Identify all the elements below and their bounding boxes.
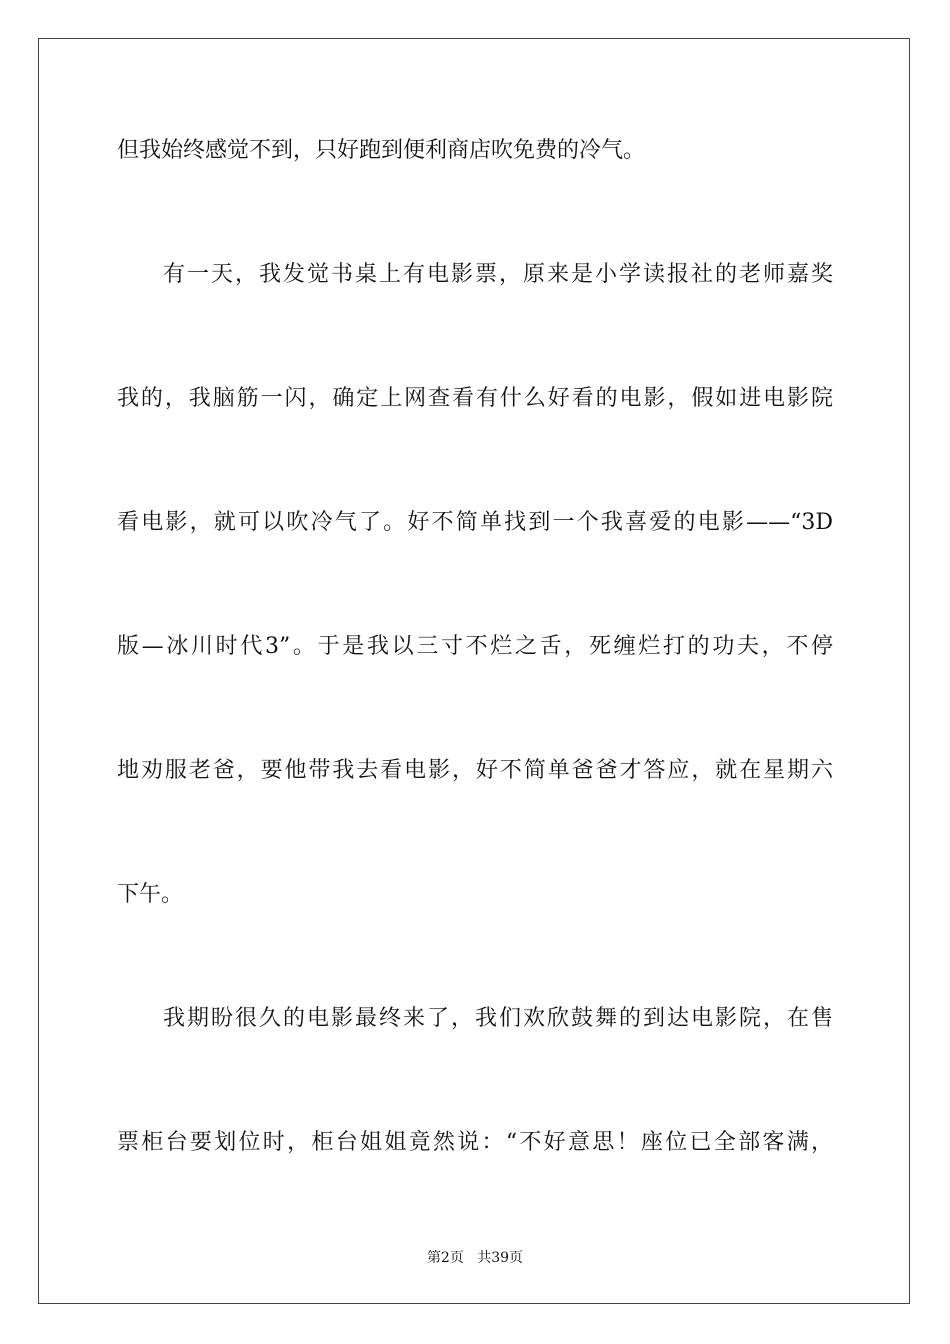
page-footer <box>0 1247 950 1267</box>
paragraph-line-7: 下午。 <box>117 882 184 907</box>
page-total: 共39页 <box>477 1250 524 1266</box>
paragraph-line-8: 我期盼很久的电影最终来了，我们欢欣鼓舞的到达电影院，在售 <box>163 1006 833 1031</box>
paragraph-line-5: 版—冰川时代3”。于是我以三寸不烂之舌，死缠烂打的功夫，不停 <box>117 634 833 659</box>
paragraph-line-6: 地劝服老爸，要他带我去看电影，好不简单爸爸才答应，就在星期六 <box>117 758 833 783</box>
paragraph-line-3: 我的，我脑筋一闪，确定上网查看有什么好看的电影，假如进电影院 <box>117 386 833 411</box>
paragraph-line-2: 有一天，我发觉书桌上有电影票，原来是小学读报社的老师嘉奖 <box>163 262 833 287</box>
paragraph-line-4: 看电影，就可以吹冷气了。好不简单找到一个我喜爱的电影——“3D <box>117 510 833 535</box>
page-number: 第2页 <box>426 1250 464 1266</box>
page-border <box>38 38 910 1304</box>
paragraph-line-9: 票柜台要划位时，柜台姐姐竟然说：“不好意思！座位已全部客满， <box>117 1130 833 1155</box>
paragraph-line-1: 但我始终感觉不到，只好跑到便利商店吹免费的冷气。 <box>117 138 646 163</box>
